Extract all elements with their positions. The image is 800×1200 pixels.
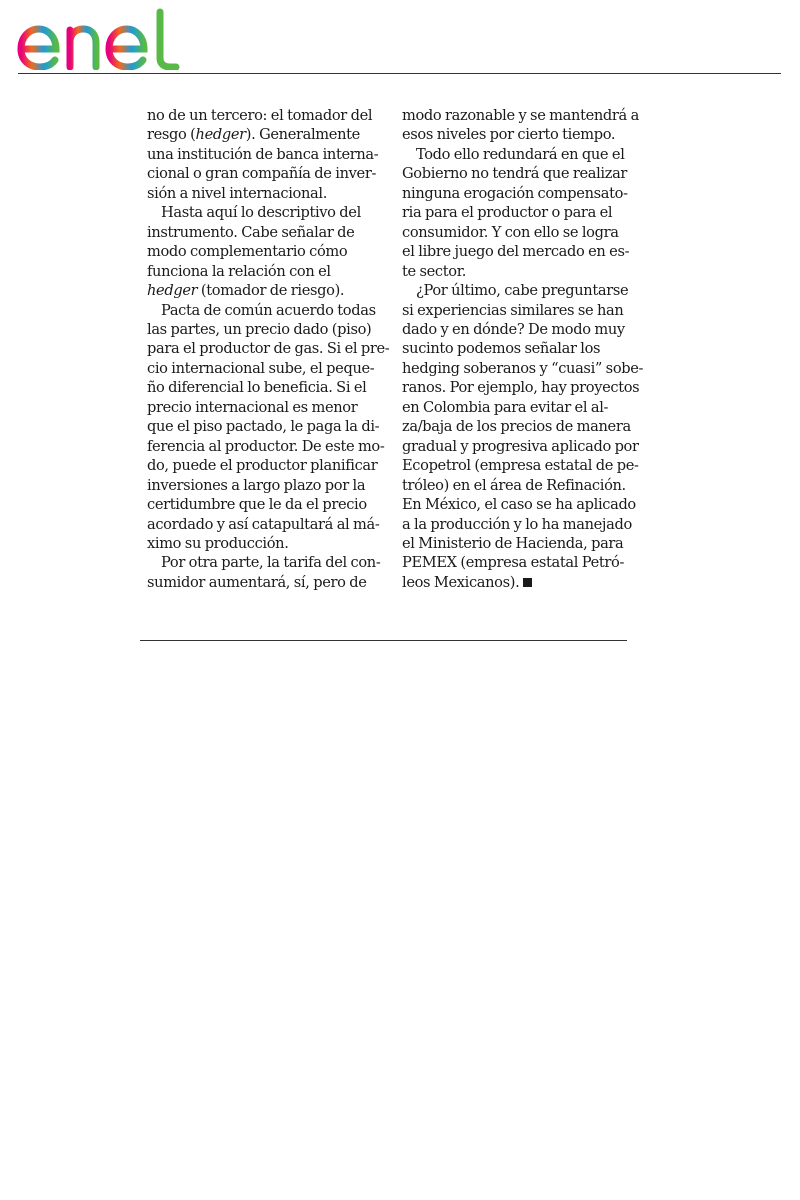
text-line: ninguna erogación compensato-	[402, 184, 628, 202]
text-line: ximo su producción.	[147, 534, 289, 552]
text-line: ¿Por último, cabe preguntarse	[416, 282, 629, 300]
paragraph	[147, 203, 395, 300]
article-column-right	[402, 106, 642, 592]
text-line: a la producción y lo ha manejado	[402, 515, 632, 533]
text-line: do, puede el productor planificar	[147, 457, 378, 475]
text-line: Por otra parte, la tarifa del con-	[161, 554, 381, 572]
text-line: tróleo) en el área de Refinación.	[402, 476, 626, 494]
paragraph	[402, 281, 642, 592]
text-line: el libre juego del mercado en es-	[402, 243, 630, 261]
text-line: cional o gran compañía de inver-	[147, 165, 377, 183]
text-line: que el piso pactado, le paga la di-	[147, 418, 380, 436]
header-divider	[18, 73, 781, 74]
paragraph	[147, 301, 395, 554]
enel-logo-graphic	[16, 6, 180, 70]
text-line: no de un tercero: el tomador del	[147, 107, 373, 124]
text-line: precio internacional es menor	[147, 398, 358, 416]
article-column-left	[147, 106, 395, 592]
text-line: ño diferencial lo beneficia. Si el	[147, 379, 367, 397]
text-line: Hasta aquí lo descriptivo del	[161, 204, 361, 222]
text-fragment-italic: hedger	[147, 282, 198, 300]
text-line: hedging soberanos y “cuasi” sobe-	[402, 359, 644, 377]
text-line: una institución de banca interna-	[147, 145, 379, 163]
text-line: cio internacional sube, el peque-	[147, 359, 375, 377]
text-fragment: ). Generalmente	[245, 126, 360, 144]
end-of-article-mark	[523, 578, 532, 587]
text-line: Pacta de común acuerdo todas	[161, 301, 376, 319]
paragraph	[147, 553, 395, 592]
text-line	[402, 573, 642, 592]
paragraph	[147, 106, 395, 203]
text-line: para el productor de gas. Si el pre-	[147, 340, 390, 358]
text-line: funciona la relación con el	[147, 262, 331, 280]
text-line: sucinto podemos señalar los	[402, 340, 601, 358]
text-line: esos niveles por cierto tiempo.	[402, 126, 616, 144]
footer-divider	[140, 640, 627, 641]
text-line: acordado y así catapultará al má-	[147, 515, 380, 533]
text-line: instrumento. Cabe señalar de	[147, 223, 355, 241]
text-line	[147, 281, 395, 300]
text-line: en Colombia para evitar el al-	[402, 398, 609, 416]
text-fragment: resgo (	[147, 126, 196, 144]
text-fragment: (tomador de riesgo).	[197, 282, 345, 300]
text-line: gradual y progresiva aplicado por	[402, 437, 639, 455]
enel-logo	[16, 6, 180, 70]
text-line: Ecopetrol (empresa estatal de pe-	[402, 457, 639, 475]
text-line: si experiencias similares se han	[402, 301, 624, 319]
paragraph	[402, 145, 642, 281]
text-line	[147, 125, 395, 144]
text-line: Gobierno no tendrá que realizar	[402, 165, 628, 183]
text-line: ferencia al productor. De este mo-	[147, 437, 385, 455]
text-line: modo complementario cómo	[147, 243, 348, 261]
text-line: sumidor aumentará, sí, pero de	[147, 573, 367, 591]
text-line: za/baja de los precios de manera	[402, 418, 631, 436]
text-line: consumidor. Y con ello se logra	[402, 223, 619, 241]
text-line: modo razonable y se mantendrá a	[402, 107, 639, 124]
text-line: ranos. Por ejemplo, hay proyectos	[402, 379, 640, 397]
text-line: certidumbre que le da el precio	[147, 496, 367, 514]
text-line: sión a nivel internacional.	[147, 184, 328, 202]
text-line: ria para el productor o para el	[402, 204, 613, 222]
text-line: dado y en dónde? De modo muy	[402, 320, 625, 338]
text-line: las partes, un precio dado (piso)	[147, 320, 372, 338]
text-line: el Ministerio de Hacienda, para	[402, 534, 624, 552]
text-fragment: leos Mexicanos).	[402, 573, 520, 591]
text-fragment-italic: hedger	[195, 126, 246, 144]
text-line: te sector.	[402, 262, 467, 280]
text-line: inversiones a largo plazo por la	[147, 476, 366, 494]
text-line: En México, el caso se ha aplicado	[402, 496, 636, 514]
text-line: Todo ello redundará en que el	[416, 145, 625, 163]
text-line: PEMEX (empresa estatal Petró-	[402, 554, 625, 572]
paragraph	[402, 106, 642, 145]
